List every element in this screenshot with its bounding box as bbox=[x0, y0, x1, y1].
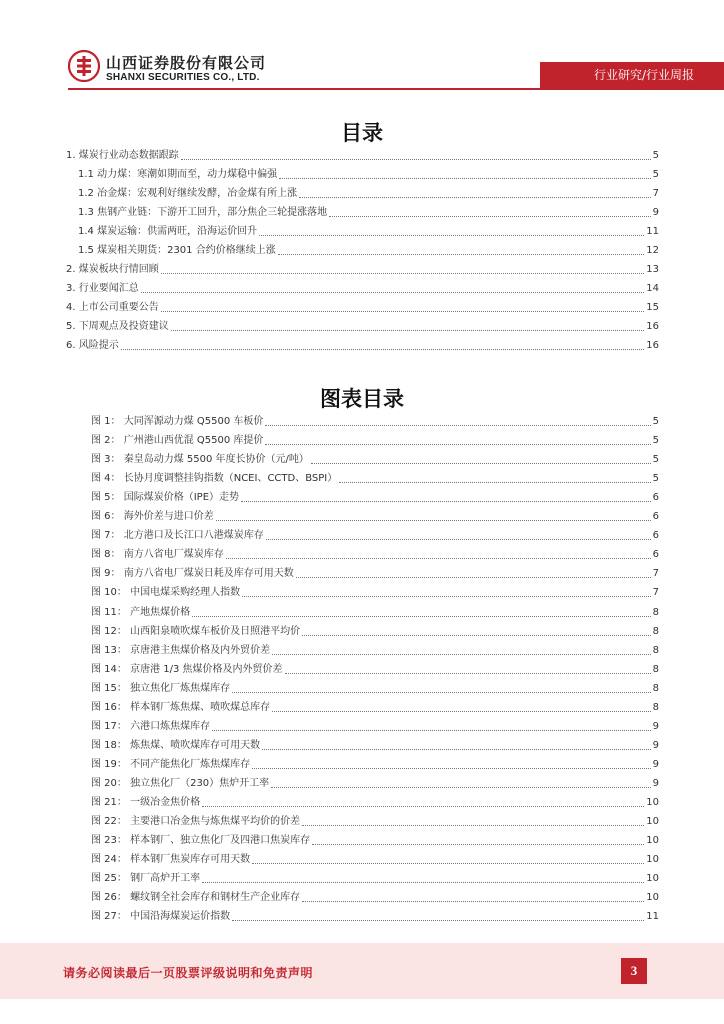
figure-entry-page: 6 bbox=[652, 549, 659, 561]
figure-entry-label: 图 3： 秦皇岛动力煤 5500 年度长协价（元/吨） bbox=[91, 454, 309, 466]
dot-leader bbox=[311, 463, 651, 464]
figure-entry[interactable] bbox=[91, 468, 659, 486]
figure-entry-label: 图 5： 国际煤炭价格（IPE）走势 bbox=[91, 492, 240, 504]
dot-leader bbox=[259, 235, 644, 236]
figure-entry[interactable] bbox=[91, 906, 659, 924]
dot-leader bbox=[272, 711, 651, 712]
figure-entry-page: 5 bbox=[652, 435, 659, 447]
figure-entry-page: 6 bbox=[652, 511, 659, 523]
toc-entry-label: 3. 行业要闻汇总 bbox=[66, 283, 139, 294]
figure-entry-page: 5 bbox=[652, 473, 659, 485]
dot-leader bbox=[265, 425, 650, 426]
figure-entry[interactable] bbox=[91, 830, 659, 848]
dot-leader bbox=[312, 844, 644, 845]
figure-entry[interactable] bbox=[91, 849, 659, 867]
dot-leader bbox=[339, 482, 650, 483]
figure-entry[interactable] bbox=[91, 525, 659, 543]
figure-entry-label: 图 23： 样本钢厂、独立焦化厂及四港口焦炭库存 bbox=[91, 835, 311, 847]
figure-entry-label: 图 21： 一级冶金焦价格 bbox=[91, 797, 201, 808]
dot-leader bbox=[302, 635, 651, 636]
dot-leader bbox=[242, 596, 651, 597]
figure-entry-page: 9 bbox=[652, 777, 659, 789]
toc-entry[interactable] bbox=[66, 278, 659, 296]
company-logo-icon bbox=[68, 50, 100, 82]
toc-entry-page: 13 bbox=[646, 264, 659, 275]
dot-leader bbox=[299, 197, 651, 198]
dot-leader bbox=[262, 749, 651, 750]
toc-entry-label: 1.5 煤炭相关期货：2301 合约价格继续上涨 bbox=[78, 245, 276, 256]
toc-entry-label: 1.3 焦钢产业链：下游开工回升，部分焦企三轮提涨落地 bbox=[78, 207, 328, 218]
toc-entry-label: 1.1 动力煤：寒潮如期而至，动力煤稳中偏强 bbox=[78, 169, 278, 180]
toc-entry[interactable] bbox=[78, 183, 659, 201]
figure-entry[interactable] bbox=[91, 640, 659, 658]
figure-entry-page: 10 bbox=[646, 797, 659, 808]
toc-entry[interactable] bbox=[78, 164, 659, 182]
figure-entry-page: 7 bbox=[652, 568, 659, 580]
figure-entry-label: 图 17： 六港口炼焦煤库存 bbox=[91, 720, 211, 732]
figure-entry[interactable] bbox=[91, 659, 659, 677]
dot-leader bbox=[202, 882, 644, 883]
figure-entry-label: 图 25： 钢厂高炉开工率 bbox=[91, 873, 201, 885]
figure-entry[interactable] bbox=[91, 563, 659, 581]
toc-entry-page: 9 bbox=[652, 207, 659, 218]
figure-entry-page: 8 bbox=[652, 701, 659, 713]
dot-leader bbox=[279, 178, 651, 179]
dot-leader bbox=[302, 825, 644, 826]
toc-entry-page: 16 bbox=[646, 321, 659, 332]
toc-entry[interactable] bbox=[66, 259, 659, 277]
figure-entry-label: 图 19： 不同产能焦化厂炼焦煤库存 bbox=[91, 758, 251, 770]
figure-entry[interactable] bbox=[91, 544, 659, 562]
figure-entry-page: 5 bbox=[652, 454, 659, 466]
dot-leader bbox=[265, 444, 650, 445]
toc-entry[interactable] bbox=[78, 221, 659, 239]
company-name-cn: 山西证券股份有限公司 bbox=[106, 54, 267, 72]
figure-entry[interactable] bbox=[91, 868, 659, 886]
figure-entry-label: 图 8： 南方八省电厂煤炭库存 bbox=[91, 549, 224, 561]
dot-leader bbox=[161, 273, 645, 274]
toc-entry-page: 7 bbox=[652, 188, 659, 199]
dot-leader bbox=[285, 673, 651, 674]
dot-leader bbox=[192, 616, 651, 617]
figure-entry-label: 图 26： 螺纹钢全社会库存和钢材生产企业库存 bbox=[91, 892, 301, 904]
figure-entry-label: 图 15： 独立焦化厂炼焦煤库存 bbox=[91, 682, 231, 694]
dot-leader bbox=[232, 920, 644, 921]
figure-entry-label: 图 9： 南方八省电厂煤炭日耗及库存可用天数 bbox=[91, 568, 294, 580]
figure-entry-page: 9 bbox=[652, 720, 659, 732]
figure-entry-page: 5 bbox=[652, 416, 659, 427]
dot-leader bbox=[241, 501, 651, 502]
toc-entry-page: 11 bbox=[646, 226, 659, 237]
dot-leader bbox=[232, 692, 651, 693]
figure-entry[interactable] bbox=[91, 773, 659, 791]
toc-entry-label: 4. 上市公司重要公告 bbox=[66, 302, 159, 313]
figure-entry-label: 图 14： 京唐港 1/3 焦煤价格及内外贸价差 bbox=[91, 663, 283, 675]
dot-leader bbox=[296, 577, 651, 578]
figure-entry[interactable] bbox=[91, 602, 659, 620]
figure-entry-label: 图 24： 样本钢厂焦炭库存可用天数 bbox=[91, 854, 251, 866]
figure-entry[interactable] bbox=[91, 716, 659, 734]
toc-entry-page: 16 bbox=[646, 340, 659, 351]
toc-entry-label: 1.4 煤炭运输：供需两旺，沿海运价回升 bbox=[78, 226, 258, 237]
dot-leader bbox=[329, 216, 651, 217]
dot-leader bbox=[216, 520, 651, 521]
figure-entry-page: 10 bbox=[646, 854, 659, 866]
figure-entry[interactable] bbox=[91, 430, 659, 448]
figure-entry[interactable] bbox=[91, 506, 659, 524]
figure-entry-page: 11 bbox=[646, 911, 659, 923]
dot-leader bbox=[141, 292, 645, 293]
dot-leader bbox=[272, 654, 651, 655]
dot-leader bbox=[171, 330, 645, 331]
figure-entry[interactable] bbox=[91, 487, 659, 505]
figure-entry[interactable] bbox=[91, 887, 659, 905]
figure-entry-page: 8 bbox=[652, 682, 659, 694]
dot-leader bbox=[252, 768, 651, 769]
figure-entry[interactable] bbox=[91, 754, 659, 772]
company-name-en: SHANXI SECURITIES CO., LTD. bbox=[106, 72, 260, 83]
dot-leader bbox=[266, 539, 651, 540]
toc-entry-page: 5 bbox=[652, 150, 659, 161]
toc-entry-page: 15 bbox=[646, 302, 659, 313]
figure-entry-label: 图 22： 主要港口冶金焦与炼焦煤平均价的价差 bbox=[91, 816, 301, 828]
figure-entry-label: 图 6： 海外价差与进口价差 bbox=[91, 511, 214, 523]
figures-title: 图表目录 bbox=[320, 387, 404, 411]
figure-entry-label: 图 20： 独立焦化厂（230）焦炉开工率 bbox=[91, 777, 270, 789]
figure-entry-page: 8 bbox=[652, 663, 659, 675]
toc-entry[interactable] bbox=[66, 316, 659, 334]
figure-entry-page: 8 bbox=[652, 625, 659, 637]
toc-entry-label: 6. 风险提示 bbox=[66, 340, 119, 351]
figure-entry[interactable] bbox=[91, 678, 659, 696]
figure-entry-label: 图 10： 中国电煤采购经理人指数 bbox=[91, 587, 241, 599]
dot-leader bbox=[202, 806, 644, 807]
figure-entry[interactable] bbox=[91, 697, 659, 715]
figure-entry[interactable] bbox=[91, 621, 659, 639]
report-category: 行业研究/行业周报 bbox=[540, 62, 724, 88]
header-divider bbox=[68, 88, 724, 90]
figure-entry-label: 图 4： 长协月度调整挂钩指数（NCEI、CCTD、BSPI） bbox=[91, 473, 338, 485]
figure-entry[interactable] bbox=[91, 811, 659, 829]
toc-entry-page: 12 bbox=[646, 245, 659, 256]
figure-entry-label: 图 7： 北方港口及长江口八港煤炭库存 bbox=[91, 530, 264, 542]
toc-entry-label: 5. 下周观点及投资建议 bbox=[66, 321, 169, 332]
dot-leader bbox=[252, 863, 644, 864]
figure-entry[interactable] bbox=[91, 792, 659, 810]
toc-entry[interactable] bbox=[66, 335, 659, 353]
dot-leader bbox=[278, 254, 645, 255]
footer-disclaimer[interactable]: 请务必阅读最后一页股票评级说明和免责声明 bbox=[63, 966, 314, 980]
figure-entry-label: 图 16： 样本钢厂炼焦煤、喷吹煤总库存 bbox=[91, 701, 271, 713]
toc-entry[interactable] bbox=[78, 202, 659, 220]
figure-entry-page: 6 bbox=[652, 492, 659, 504]
figure-entry[interactable] bbox=[91, 449, 659, 467]
figure-entry[interactable] bbox=[91, 411, 659, 429]
dot-leader bbox=[212, 730, 651, 731]
figure-entry-page: 8 bbox=[652, 606, 659, 618]
toc-entry-label: 2. 煤炭板块行情回顾 bbox=[66, 264, 159, 275]
dot-leader bbox=[302, 901, 644, 902]
toc-entry[interactable] bbox=[78, 240, 659, 258]
toc-entry-label: 1.2 冶金煤：宏观利好继续发酵，冶金煤有所上涨 bbox=[78, 188, 298, 199]
figure-entry-page: 10 bbox=[646, 835, 659, 847]
page-header bbox=[0, 0, 724, 95]
dot-leader bbox=[161, 311, 645, 312]
page-number: 3 bbox=[621, 958, 647, 984]
dot-leader bbox=[226, 558, 651, 559]
figure-entry-label: 图 12： 山西阳泉喷吹煤车板价及日照港平均价 bbox=[91, 625, 301, 637]
dot-leader bbox=[121, 349, 645, 350]
figure-entry-label: 图 13： 京唐港主焦煤价格及内外贸价差 bbox=[91, 644, 271, 656]
dot-leader bbox=[181, 159, 651, 160]
toc-entry-page: 14 bbox=[646, 283, 659, 294]
figure-entry-label: 图 1： 大同浑源动力煤 Q5500 车板价 bbox=[91, 416, 264, 427]
toc-entry[interactable] bbox=[66, 145, 659, 163]
dot-leader bbox=[271, 787, 650, 788]
figure-entry-page: 7 bbox=[652, 587, 659, 599]
toc-entry-label: 1. 煤炭行业动态数据跟踪 bbox=[66, 150, 179, 161]
figure-entry-page: 9 bbox=[652, 758, 659, 770]
figure-entry-page: 10 bbox=[646, 892, 659, 904]
figure-entry-label: 图 11： 产地焦煤价格 bbox=[91, 606, 191, 618]
figure-entry-page: 9 bbox=[652, 739, 659, 751]
figure-entry-page: 8 bbox=[652, 644, 659, 656]
toc-entry-page: 5 bbox=[652, 169, 659, 180]
figure-entry-page: 6 bbox=[652, 530, 659, 542]
figure-entry-label: 图 18： 炼焦煤、喷吹煤库存可用天数 bbox=[91, 739, 261, 751]
toc-title: 目录 bbox=[341, 121, 383, 145]
figure-entry-page: 10 bbox=[646, 816, 659, 828]
figure-entry[interactable] bbox=[91, 735, 659, 753]
toc-entry[interactable] bbox=[66, 297, 659, 315]
figure-entry[interactable] bbox=[91, 582, 659, 600]
figure-entry-label: 图 27： 中国沿海煤炭运价指数 bbox=[91, 911, 231, 923]
figure-entry-page: 10 bbox=[646, 873, 659, 885]
figure-entry-label: 图 2： 广州港山西优混 Q5500 库提价 bbox=[91, 435, 264, 447]
